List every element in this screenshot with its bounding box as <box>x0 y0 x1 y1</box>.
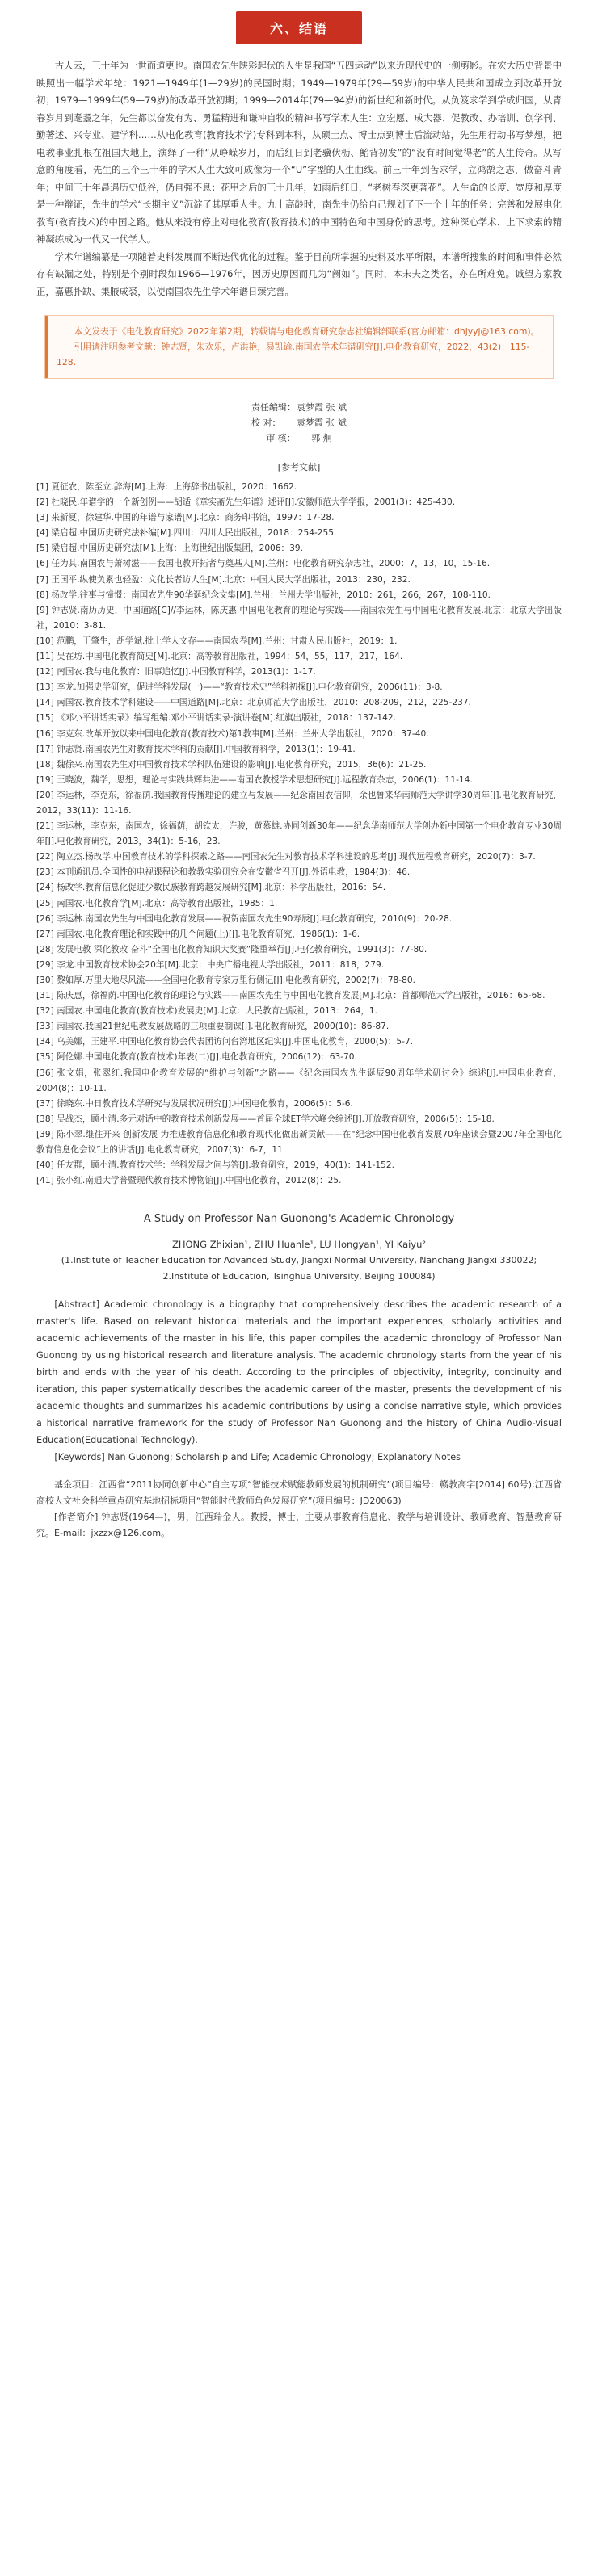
reference-item: [38] 吴战杰，顾小清.多元对话中的教育技术创新发展——首届全球ET学术峰会综述[J].开放教育研究，2006(5)：15-18. <box>36 1114 495 1124</box>
reference-item: [30] 黎如厚.万里大地尽风流——全国电化教育专家万里行侧记[J].电化教育研究，2002(7)：78-80. <box>36 975 415 985</box>
reference-item: [25] 南国农.电化教育学[M].北京：高等教育出版社，1985：1. <box>36 898 278 908</box>
english-abstract-block <box>36 1296 562 1466</box>
reference-item: [29] 李龙.中国教育技术协会20年[M].北京：中央广播电视大学出版社，2011：818，279. <box>36 959 385 970</box>
body-paragraph: 学术年谱编纂是一项随着史料发展而不断迭代优化的过程。鉴于目前所掌握的史料及水平所限，本谱所搜集的时间和事件必然存有缺漏之处，特别是个别时段如1966—1976年，因历史原因而几为“阙如”。同时，本未夫之类名，亦在所难免。诚望方家教正，嘉惠扑缺、集腋成裘，以使南国农先生学术年谱日臻完善。 <box>36 250 562 297</box>
section-title-badge: 六、结语 <box>236 11 362 44</box>
reference-item: [19] 王晓波，魏学，思想，理论与实践共辉共进——南国农教授学术思想研究[J].远程教育杂志，2006(1)：11-14. <box>36 774 473 785</box>
conclusion-body <box>36 57 562 300</box>
editor-row <box>36 415 562 430</box>
references-title: [参考文献] <box>277 462 321 472</box>
reference-item: [8] 杨改学.往事与憧憬：南国农先生90华诞纪念文集[M].兰州：兰州大学出版社，2010：261，266，267，108-110. <box>36 589 491 600</box>
reference-item: [28] 发展电教 深化教改 奋斗“全国电化教育知识大奖赛”隆重举行[J].电化教育研究，1991(3)：77-80. <box>36 944 427 954</box>
reference-item: [24] 杨改学.教育信息化促进少数民族教育跨越发展研究[M].北京：科学出版社，2016：54. <box>36 883 386 893</box>
english-affiliation-1: (1.Institute of Teacher Education for Advanced Study, Jiangxi Normal University, Nanchang Jiangxi 330022; <box>61 1255 537 1266</box>
editor-credits <box>36 400 562 446</box>
editor-label: 校 对： <box>251 417 281 428</box>
reference-item: [18] 魏徐来.南国农先生对中国教育技术学科队伍建设的影响[J].电化教育研究，2015，36(6)：21-25. <box>36 759 427 770</box>
editor-row <box>36 430 562 446</box>
reference-item: [6] 任为其.南国农与萧树滋——我国电教开拓者与奠基人[M].兰州：电化教育研究杂志社，2000：7，13，10，15-16. <box>36 559 491 569</box>
editor-label: 责任编辑： <box>251 402 296 413</box>
publication-note: 本文发表于《电化教育研究》2022年第2期，转载请与电化教育研究杂志社编辑部联系(官方邮箱：dhjyyj@163.com)。 <box>74 326 540 337</box>
english-abstract: [Abstract] Academic chronology is a biography that comprehensively describes the academic research of a master's life. Based on relevant historical materials and the important experiences, scholarly activities and academic achievements of the master in his life, this paper compiles the academic chronology of Professor Nan Guonong by using historical research and literature analysis. The academic chronology starts from the year of his birth and ends with the year of his death. According to the principles of objectivity, integrity, continuity and iteration, this paper systematically describes the academic career of the master, presents the development of his academic thoughts and summarizes his academic contributions by using a concise narrative style, which provides a historical narrative framework for the study of Professor Nan Guonong and the history of China Audio-visual Education(Educational Technology). <box>36 1299 562 1446</box>
reference-item: [5] 梁启超.中国历史研究法[M].上海：上海世纪出版集团，2006：39. <box>36 543 303 554</box>
body-paragraph: 古人云，三十年为一世而道更也。南国农先生陕彩起伏的人生是我国“五四运动”以来近现代史的一侧剪影。在宏大历史背景中映照出一幅学术年轮：1921—1949年(1—29岁)的民国时期；1949—1979年(29—59岁)的中华人民共和国成立到改革开放初；1979—1999年(59—79岁)的改革开放初期；1999—2014年(79—94岁)的新世纪和新时代。从负笈求学到学成归国，从青春岁月到耄耋之年，先生都以奋发有为、勇猛精进和谦冲自牧的精神书写学术人生：立宏愿、成大器、促教改、办培训、创学刊、勤著述、兴专业、建学科……从电化教育(教育技术学)专科到本科，从硕士点、博士点到博士后流动站，先生用行动书写梦想，把电教事业扎根在祖国大地上，演绎了一种“从峥嵘岁月，而后红日到老骥伏枥、鲐背初发”的“没有时间觉得老”的人生传奇。从写意的角度看，先生的三个三十年的学术人生大致可成像为一个“U”字型的人生曲线。前三十年到苦求学，立鸿鹄之志，做奋斗青年；中间三十年晨遇历史低谷，仍自强不息；花甲之后的三十几年，如雨后红日，“老树春深更著花”。人生命的长度、宽度和厚度是一种辩证，先生的学术“长期主义”沉淀了其厚重人生。九十高龄时，南先生仍给自己规划了下一个十年的任务：完善和发展电化教育(教育技术)的中国之路。他从来没有停止对电化教育(教育技术)的中国特色和中国身份的思考。这种深心学术、上下求索的精神凝练成为一代又一代学人。 <box>36 60 562 245</box>
reference-item: [4] 梁启超.中国历史研究法补编[M].四川：四川人民出版社，2018：254-255. <box>36 528 337 539</box>
reference-item: [31] 陈庆惠，徐福荫.中国电化教育的理论与实践——南国农先生与中国电化教育发展[M].北京：首都师范大学出版社，2016：65-68. <box>36 991 545 1001</box>
reference-item: [27] 南国农.电化教育理论和实践中的几个问题(上)[J].电化教育研究，1986(1)：1-6. <box>36 929 360 939</box>
references-list <box>36 480 562 1189</box>
reference-item: [39] 陈小翠.继往开来 创新发展 为推进教育信息化和教育现代化做出新贡献——在“纪念中国电化教育发展70年座谈会暨2007年全国电化教育信息化会议”上的讲话[J].电化教育研究，2007(3)：6-7，11. <box>36 1129 562 1156</box>
citation-note-box <box>44 315 554 379</box>
citation-note: 引用请注明参考文献：钟志贤，朱欢乐，卢洪艳，易凯谕.南国农学术年谱研究[J].电化教育研究，2022，43(2)：115-128. <box>57 342 530 367</box>
reference-item: [26] 李运林.南国农先生与中国电化教育发展——祝贺南国农先生90寿辰[J].电化教育研究，2010(9)：20-28. <box>36 913 453 924</box>
reference-item: [32] 南国农.中国电化教育(教育技术)发展史[M].北京：人民教育出版社，2013：264，1. <box>36 1006 378 1017</box>
english-title: A Study on Professor Nan Guonong's Academic Chronology <box>143 1213 455 1226</box>
reference-item: [13] 李龙.加强史学研究，促进学科发展(一)——“教育技术史”学科初探[J].电化教育研究，2006(11)：3-8. <box>36 682 443 693</box>
reference-item: [2] 杜晓民.年谱学的一个新创例——胡适《章实斋先生年谱》述评[J].安徽师范大学学报，2001(3)：425-430. <box>36 497 456 508</box>
editor-value: 郭 炯 <box>311 433 332 443</box>
reference-item: [3] 来新夏，徐建华.中国的年谱与家谱[M].北京：商务印书馆，1997：17-28. <box>36 513 335 523</box>
reference-item: [16] 李克东.改革开放以来中国电化教育(教育技术)第1教事[M].兰州：兰州大学出版社，2020：37-40. <box>36 728 429 739</box>
editor-row <box>36 400 562 415</box>
reference-item: [41] 张小红.南通大学普暨现代教育技术博物馆[J].中国电化教育，2012(8)：25. <box>36 1176 342 1186</box>
editor-label: 审 核： <box>266 433 296 443</box>
reference-item: [37] 徐晓东.中日教育技术学研究与发展状况研究[J].中国电化教育，2006(5)：5-6. <box>36 1098 353 1109</box>
reference-item: [17] 钟志贤.南国农先生对教育技术学科的贡献[J].中国教育科学，2013(1)：19-41. <box>36 744 356 754</box>
reference-item: [7] 王国平.纵使负累也轻盈：文化长者访人生[M].北京：中国人民大学出版社，2013：230，232. <box>36 574 411 585</box>
reference-item: [14] 南国农.教育技术学科建设——中国道路[M].北京：北京师范大学出版社，2010：208-209，212，225-237. <box>36 698 471 708</box>
reference-item: [11] 吴在坊.中国电化教育简史[M].北京：高等教育出版社，1994：54，55，117，217，164. <box>36 652 403 662</box>
funding-block <box>36 1477 562 1542</box>
reference-item: [15] 《邓小平讲话实录》编写组编.邓小平讲话实录·演讲卷[M].红旗出版社，2018：137-142. <box>36 713 397 724</box>
funding-text: 基金项目：江西省“2011协同创新中心”自主专项“智能技术赋能教师发展的机制研究”(项目编号：赣教高字[2014] 60号);江西省高校人文社会科学重点研究基地招标项目“智能时代教师角色发展研究”(项目编号：JD20063) <box>36 1479 562 1507</box>
reference-item: [40] 任友群，顾小清.教育技术学：学科发展之问与答[J].教育研究，2019，40(1)：141-152. <box>36 1160 394 1171</box>
section-header <box>36 0 562 44</box>
reference-item: [21] 李运林，李克东，南国农，徐福荫，胡钦太，许骏，黄慕雄.协同创新30年——纪念华南师范大学创办新中国第一个电化教育专业30周年[J].电化教育研究，2013，34(1)：5-16，23. <box>36 821 562 847</box>
reference-item: [1] 夏征农，陈至立.辞海[M].上海：上海辞书出版社，2020：1662. <box>36 482 297 492</box>
reference-item: [20] 李运林，李克东，徐福荫.我国教育传播理论的建立与发展——纪念南国农信仰，余也鲁来华南师范大学讲学30周年[J].电化教育研究，2012，33(11)：11-16. <box>36 790 562 816</box>
reference-item: [22] 陶立杰.杨改学.中国教育技术的学科探索之路——南国农先生对教育技术学科建设的思考[J].现代远程教育研究，2020(7)：3-7. <box>36 852 536 862</box>
english-affiliation-2: 2.Institute of Education, Tsinghua University, Beijing 100084) <box>162 1271 436 1282</box>
reference-item: [9] 钟志贤.南历历史，中国道路[C]//李运林，陈庆惠.中国电化教育的理论与实践——南国农先生与中国电化教育发展.北京：北京大学出版社，2010：3-81. <box>36 605 562 631</box>
reference-item: [23] 本刊通讯员.全国性的电视课程论和教教实验研究会在安徽省召开[J].外语电教，1984(3)：46. <box>36 867 411 878</box>
reference-item: [10] 范鹏，王肇生，胡学斌.批上学人文存——南国农卷[M].兰州：甘肃人民出版社，2019：1. <box>36 636 398 646</box>
reference-item: [12] 南国农.我与电化教育：旧事追忆[J].中国教育科学，2013(1)：1-17. <box>36 667 316 678</box>
english-authors: ZHONG Zhixian¹, ZHU Huanle¹, LU Hongyan¹, YI Kaiyu² <box>171 1239 427 1251</box>
editor-value: 袁梦霞 张 斌 <box>297 402 347 413</box>
editor-value: 袁梦霞 张 斌 <box>297 417 347 428</box>
reference-item: [36] 张文娟，张翠红.我国电化教育发展的“维护与创新”之路——《纪念南国农先生诞辰90周年学术研讨会》综述[J].中国电化教育，2004(8)：10-11. <box>36 1068 562 1093</box>
reference-item: [33] 南国农.我国21世纪电教发展战略的三项重要制课[J].电化教育研究，2000(10)：86-87. <box>36 1022 390 1032</box>
reference-item: [35] 阿伦娜.中国电化教育(教育技术)年表(二)[J].电化教育研究，2006(12)：63-70. <box>36 1052 357 1063</box>
english-keywords: [Keywords] Nan Guonong; Scholarship and Life; Academic Chronology; Explanatory Notes <box>54 1452 461 1463</box>
reference-item: [34] 乌美娜，王建平.中国电化教育协会代表团访问台湾地区纪实[J].中国电化教育，2000(5)：5-7. <box>36 1037 414 1047</box>
author-bio: [作者简介] 钟志贤(1964—)，男，江西瑞金人。教授，博士，主要从事教育信息化、教学与培训设计、教师教育、智慧教育研究。E-mail：jxzzx@126.com。 <box>36 1512 562 1539</box>
